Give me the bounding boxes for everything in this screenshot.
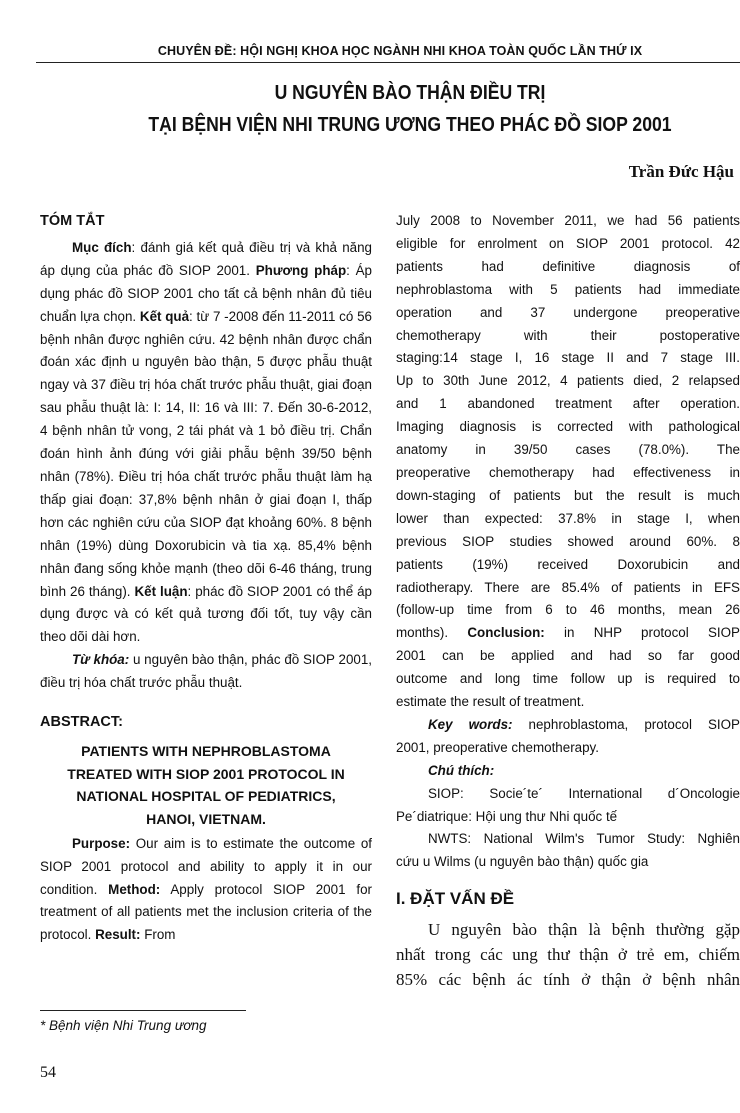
abstract-title-line: PATIENTS WITH NEPHROBLASTOMA	[81, 742, 331, 759]
note-siop-1: SIOP: Socie´te´ International d´Oncologie	[428, 785, 740, 801]
abstract-line: (follow-up time from 6 to 46 months, mean 26	[396, 602, 740, 618]
keywords-en-label: Key words:	[428, 716, 513, 732]
method-text: : Áp dụng phác đồ SIOP 2001 cho tất cả bệnh nhân đủ tiêu chuẩn lựa chọn.	[40, 262, 372, 324]
abstract-result-text: From	[140, 927, 176, 943]
abstract-line: chemotherapy with their postoperative	[396, 327, 740, 343]
page-number: 54	[40, 1064, 56, 1081]
conclusion-label: Kết luận	[134, 583, 188, 599]
section-heading: I. ĐẶT VẤN ĐỀ	[396, 889, 515, 909]
abstract-line: outcome and long time follow up is required to	[396, 671, 740, 687]
abstract-line: 2001 can be applied and had so far good	[396, 648, 740, 664]
section-body	[396, 917, 740, 992]
abstract-line: preoperative chemotherapy had effectiveness in	[396, 464, 740, 480]
abstract-line: Imaging diagnosis is corrected with pathological	[396, 419, 740, 435]
abstract-purpose-label: Purpose:	[72, 835, 131, 851]
footnote: * Bệnh viện Nhi Trung ương	[40, 1018, 207, 1033]
keywords-en	[396, 714, 740, 737]
conclusion-text: : phác đồ SIOP 2001 có thể áp dụng được và có kết quả tương đối tốt, tuy vậy cần theo dõi dài hơn.	[40, 583, 372, 645]
abstract-line: radiotherapy. There are 85.4% of patients in EFS	[396, 579, 740, 595]
conclusion-line: in NHP protocol SIOP	[564, 625, 740, 641]
abstract-purpose-text: Our aim is to estimate the outcome of SIOP 2001 protocol and ability to apply it in our condition.	[40, 835, 372, 897]
abstract-title-line: HANOI, VIETNAM.	[146, 811, 266, 828]
abstract-heading: ABSTRACT:	[40, 714, 123, 731]
notes-block	[396, 760, 740, 875]
abstract-line: previous SIOP studies showed around 60%. 8	[396, 533, 740, 549]
notes-label-line	[396, 760, 740, 783]
result-text: : từ 7 -2008 đến 11-2011 có 56 bệnh nhân được nghiên cứu. 42 bệnh nhân được chẩn đoán xác định u nguyên bào thận, 5 được phẫu thuật ngay và 37 điều trị hóa chất trước phẫu thuật, giai đoạn sau phẫu thuật là: I: 14, II: 16 và III: 7. Đến 30-6-2012, 4 bệnh nhân tử vong, 2 tái phát và 1 bỏ điều trị. Chẩn đoán hình ảnh đúng với giải phẫu bệnh 39/50 bệnh nhân (78%). Điều trị hóa chất trước phẫu thuật làm hạ thấp giai đoạn: 37,8% bệnh nhân ở giai đoạn I, thấp hơn các nghiên cứu của SIOP đạt khoảng 60%. 8 bệnh nhân (19%) dùng Doxorubicin và tia xạ. 85,4% bệnh nhân đang sống khỏe mạnh (theo dõi 6-46 tháng, trung bình 26 tháng).	[40, 308, 372, 599]
abstract-line: eligible for enrolment on SIOP 2001 protocol. 42	[396, 235, 740, 251]
note-siop-2: Pe´diatrique: Hội ung thư Nhi quốc tế	[396, 808, 618, 824]
abstract-title	[40, 740, 372, 831]
abstract-line: and 1 abandoned treatment after operation.	[396, 396, 740, 412]
months-text: months).	[396, 625, 449, 641]
article-title-line-2: TẠI BỆNH VIỆN NHI TRUNG ƯƠNG THEO PHÁC ĐỒ SIOP 2001	[148, 114, 672, 136]
summary-paragraph	[40, 237, 372, 649]
abstract-line: lower than expected: 37.8% in stage I, when	[396, 510, 740, 526]
keywords-vi-text: u nguyên bào thận, phác đồ SIOP 2001, điều trị hóa chất trước phẫu thuật.	[40, 652, 373, 691]
right-column	[396, 210, 740, 992]
abstract-conclusion-label: Conclusion:	[467, 625, 545, 641]
abstract-line: anatomy in 39/50 cases (78.0%). The	[396, 442, 740, 458]
abstract-line: down-staging of patients but the result is much	[396, 487, 740, 503]
abstract-method-label: Method:	[108, 881, 161, 897]
running-head: CHUYÊN ĐỀ: HỘI NGHỊ KHOA HỌC NGÀNH NHI KHOA TOÀN QUỐC LẦN THỨ IX	[157, 44, 643, 58]
section-line: 85% các bệnh ác tính ở thận ở bệnh nhân	[396, 970, 740, 990]
header-rule	[36, 62, 740, 63]
abstract-line: July 2008 to November 2011, we had 56 patients	[396, 213, 740, 228]
left-column	[40, 210, 372, 947]
abstract-conclusion-line	[396, 622, 740, 645]
keywords-vi-label: Từ khóa:	[72, 652, 130, 668]
abstract-line: patients (19%) received Doxorubicin and	[396, 556, 740, 572]
abstract-line: estimate the result of treatment.	[396, 694, 585, 710]
keywords-vi	[40, 649, 372, 695]
purpose-text: : đánh giá kết quả điều trị và khả năng áp dụng của phác đồ SIOP 2001.	[40, 239, 373, 278]
abstract-title-line: NATIONAL HOSPITAL OF PEDIATRICS,	[76, 788, 336, 805]
abstract-line: operation and 37 undergone preoperative	[396, 304, 740, 320]
footnote-rule	[40, 1010, 246, 1011]
section-line: U nguyên bào thận là bệnh thường gặp	[428, 920, 740, 940]
note-nwts-2: cứu u Wilms (u nguyên bào thận) quốc gia	[396, 854, 649, 870]
abstract-method-text: Apply protocol SIOP 2001 for treatment of all patients met the inclusion criteria of the protocol.	[40, 881, 372, 943]
abstract-title-line: TREATED WITH SIOP 2001 PROTOCOL IN	[67, 765, 345, 782]
author-name: Trần Đức Hậu	[628, 162, 734, 181]
abstract-paragraph-left	[40, 833, 372, 948]
abstract-continued	[396, 210, 740, 760]
abstract-line: staging:14 stage I, 16 stage II and 7 stage III.	[396, 350, 740, 366]
method-label: Phương pháp	[255, 262, 347, 278]
abstract-line: nephroblastoma with 5 patients had immediate	[396, 281, 740, 297]
abstract-line: patients had definitive diagnosis of	[396, 258, 740, 274]
note-nwts-1: NWTS: National Wilm's Tumor Study: Nghiên	[428, 831, 740, 847]
keywords-en-text: nephroblastoma, protocol SIOP	[512, 716, 740, 732]
summary-heading: TÓM TẮT	[40, 213, 105, 229]
section-line: nhất trong các ung thư thận ở trẻ em, chiếm	[396, 945, 740, 965]
abstract-result-label: Result:	[95, 927, 141, 943]
abstract-line: Up to 30th June 2012, 4 patients died, 2 relapsed	[396, 373, 740, 389]
notes-label: Chú thích:	[428, 762, 495, 778]
result-label: Kết quả	[139, 308, 190, 324]
article-title-line-1: U NGUYÊN BÀO THẬN ĐIỀU TRỊ	[274, 82, 546, 104]
purpose-label: Mục đích	[72, 239, 132, 255]
abstract-line: 2001, preoperative chemotherapy.	[396, 739, 599, 755]
